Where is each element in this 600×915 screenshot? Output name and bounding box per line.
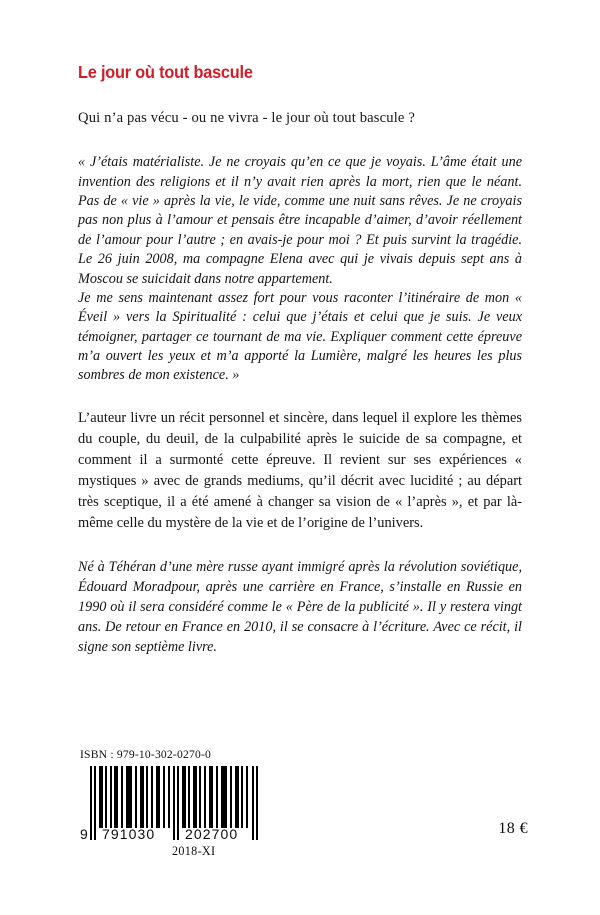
cover-text-column	[78, 62, 522, 658]
book-description: L’auteur livre un récit personnel et sincère, dans lequel il explore les thèmes du couple, du deuil, de la culpabilité après le suicide de sa compagne, et comment il a surmonté cette épreuve. Il revient sur ses expériences « mystiques » avec de grands mediums, qu’il décrit avec lucidité ; au départ très sceptique, il a été amené à changer sa vision de « l’après », et par là-même celle du mystère de la vie et de l’origine de l’univers.	[78, 409, 522, 531]
barcode-digits	[80, 826, 268, 844]
barcode-right-digits: 202700	[185, 826, 239, 842]
print-date: 2018-XI	[172, 844, 216, 858]
author-quote	[78, 153, 522, 386]
price-label: 18 €	[498, 820, 528, 837]
quote-paragraph-2: Je me sens maintenant assez fort pour vous raconter l’itinéraire de mon « Éveil » vers la Spiritualité : celui que j’étais et celui que je suis. Je veux témoigner, partager ce tournant de ma vie. Expliquer comment cette épreuve m’a ouvert les yeux et m’a apporté la Lumière, malgré les heures les plus sombres de mon existence. »	[78, 289, 522, 384]
barcode-left-digits: 791030	[102, 826, 156, 842]
isbn-label: ISBN : 979-10-302-0270-0	[80, 748, 212, 761]
barcode-lead-digit: 9	[80, 826, 88, 842]
cover-footer	[0, 742, 600, 872]
page-title: Le jour où tout bascule	[78, 62, 253, 82]
quote-paragraph-1: « J’étais matérialiste. Je ne croyais qu’en ce que je voyais. L’âme était une invention des religions et il n’y avait rien après la mort, rien que le néant. Pas de « vie » après la vie, le vide, comme une nuit sans rêves. Je ne croyais pas non plus à l’amour et pensais être incapable d’aimer, d’avoir réellement de l’amour pour l’autre ; en avais-je pour moi ? Et puis survint la tragédie. Le 26 juin 2008, ma compagne Elena avec qui je vivais depuis sept ans à Moscou se suicidait dans notre appartement.	[78, 154, 522, 287]
tagline: Qui n’a pas vécu - ou ne vivra - le jour où tout bascule ?	[78, 110, 415, 127]
author-biography: Né à Téhéran d’une mère russe ayant immigré après la révolution soviétique, Édouard Moradpour, après une carrière en France, s’installe en Russie en 1990 où il sera considéré comme le « Père de la publicité ». Il y restera vingt ans. De retour en France en 2010, il se consacre à l’écriture. Avec ce récit, il signe son septième livre.	[78, 558, 522, 655]
